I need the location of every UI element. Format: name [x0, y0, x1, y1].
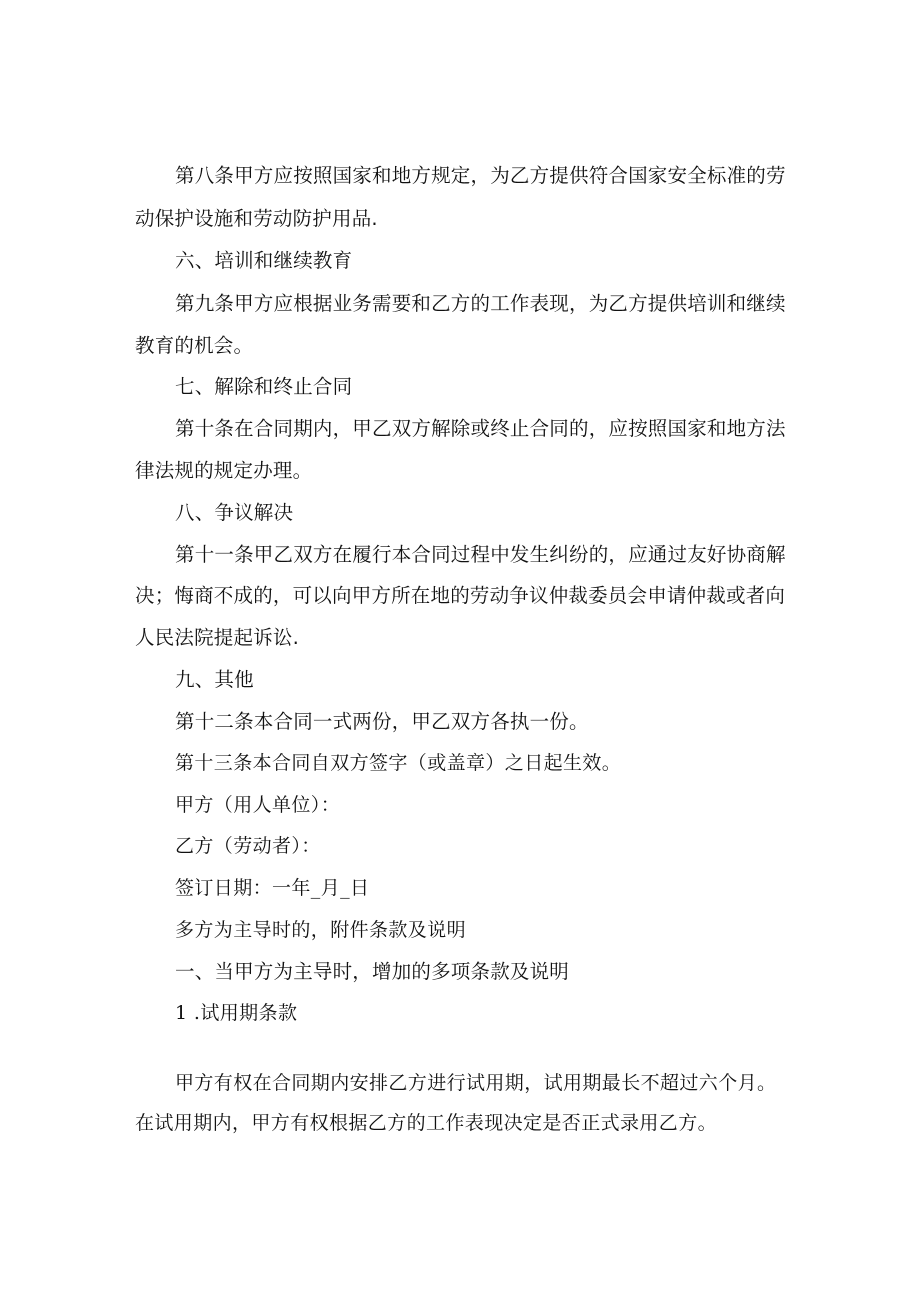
article-11-line-3: 人民法院提起诉讼.	[135, 626, 299, 649]
probation-clause-heading: 1 .试用期条款	[175, 1002, 298, 1024]
article-13: 第十三条本合同自双方签字（或盖章）之日起生效。	[175, 752, 622, 774]
article-8-line-1: 第八条甲方应按照国家和地方规定，为乙方提供符合国家安全标准的劳	[175, 164, 786, 187]
probation-clause-line-1: 甲方有权在合同期内安排乙方进行试用期，试用期最长不超过六个月。	[175, 1072, 777, 1094]
article-11-line-2: 决；悔商不成的，可以向甲方所在地的劳动争议仲裁委员会申请仲裁或者向	[135, 584, 786, 607]
article-10-line-1: 第十条在合同期内，甲乙双方解除或终止合同的，应按照国家和地方法	[175, 417, 786, 440]
party-b-signature-line: 乙方（劳动者）：	[175, 835, 321, 857]
signing-date-line: 签订日期：一年_月_日	[175, 877, 370, 899]
section-9-heading: 九、其他	[175, 668, 254, 691]
section-8-heading: 八、争议解决	[175, 501, 294, 524]
article-9-line-1: 第九条甲方应根据业务需要和乙方的工作表现，为乙方提供培训和继续	[175, 292, 786, 315]
section-7-heading: 七、解除和终止合同	[175, 375, 353, 398]
party-a-signature-line: 甲方（用人单位）：	[175, 794, 341, 816]
section-6-heading: 六、培训和继续教育	[175, 249, 353, 272]
article-8-line-2: 动保护设施和劳动防护用品.	[135, 207, 378, 230]
appendix-title: 多方为主导时的，附件条款及说明	[175, 919, 467, 941]
article-11-line-1: 第十一条甲乙双方在履行本合同过程中发生纠纷的，应通过友好协商解	[175, 543, 786, 566]
appendix-section-1-heading: 一、当甲方为主导时，增加的多项条款及说明	[175, 960, 570, 983]
article-12: 第十二条本合同一式两份，甲乙双方各执一份。	[175, 710, 589, 733]
article-9-line-2: 教育的机会。	[135, 334, 254, 357]
probation-clause-line-2: 在试用期内，甲方有权根据乙方的工作表现决定是否正式录用乙方。	[135, 1112, 718, 1134]
article-10-line-2: 律法规的规定办理。	[135, 459, 313, 482]
